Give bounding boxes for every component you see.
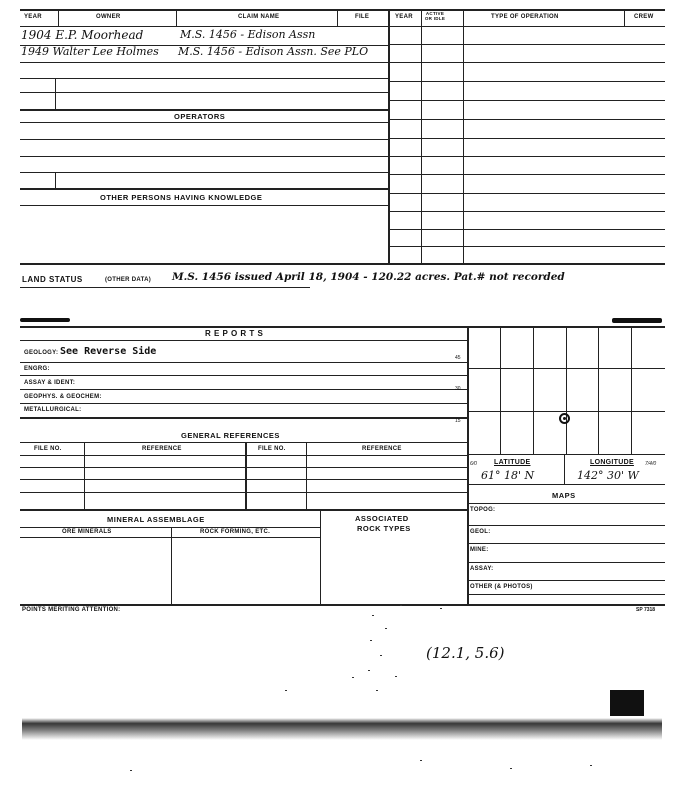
tick-30: 30 bbox=[455, 386, 461, 392]
geology-value: See Reverse Side bbox=[60, 346, 157, 357]
reports-title: R E P O R T S bbox=[205, 329, 264, 338]
longitude-value: 142° 30' W bbox=[577, 469, 639, 482]
metallurgical-label: METALLURGICAL: bbox=[24, 407, 82, 413]
form-number: SP 7318 bbox=[636, 607, 656, 613]
maps-other: OTHER (& PHOTOS) bbox=[470, 584, 533, 590]
row2-claim: M.S. 1456 - Edison Assn. See PLO bbox=[178, 45, 369, 58]
header-year: YEAR bbox=[24, 14, 42, 20]
mineral-assemblage-title: MINERAL ASSEMBLAGE bbox=[107, 515, 205, 524]
tick-15: 15 bbox=[455, 418, 461, 424]
longitude-label: LONGITUDE bbox=[590, 459, 634, 466]
row1-year-owner: 1904 E.P. Moorhead bbox=[21, 28, 144, 42]
black-block bbox=[610, 690, 644, 716]
points-meriting-attention: POINTS MERITING ATTENTION: bbox=[22, 607, 121, 613]
rock-types-label: ROCK TYPES bbox=[357, 524, 411, 533]
location-marker-icon bbox=[559, 413, 570, 424]
latitude-label: LATITUDE bbox=[494, 459, 531, 466]
gr-reference-2: REFERENCE bbox=[362, 446, 402, 452]
ore-minerals-label: ORE MINERALS bbox=[62, 529, 112, 535]
maps-mine: MINE: bbox=[470, 547, 489, 553]
associated-label: ASSOCIATED bbox=[355, 514, 409, 523]
row2-year-owner: 1949 Walter Lee Holmes bbox=[21, 45, 159, 58]
header-file: FILE bbox=[355, 14, 370, 20]
bottom-smudge bbox=[22, 718, 662, 740]
gr-file-no: FILE NO. bbox=[34, 446, 62, 452]
header-claim-name: CLAIM NAME bbox=[238, 14, 280, 20]
assay-label: ASSAY & IDENT: bbox=[24, 380, 76, 386]
latitude-value: 61° 18' N bbox=[481, 469, 535, 482]
other-persons-heading: OTHER PERSONS HAVING KNOWLEDGE bbox=[100, 193, 263, 202]
gr-file-no-2: FILE NO. bbox=[258, 446, 286, 452]
maps-topog: TOPOG: bbox=[470, 507, 496, 513]
maps-assay: ASSAY: bbox=[470, 566, 494, 572]
handwritten-coordinates: (12.1, 5.6) bbox=[426, 644, 505, 662]
header-type-of-operation: TYPE OF OPERATION bbox=[491, 14, 559, 20]
engrg-label: ENGRG: bbox=[24, 366, 50, 372]
general-references-title: GENERAL REFERENCES bbox=[181, 431, 280, 440]
tick-45: 45 bbox=[455, 355, 461, 361]
header-year-2: YEAR bbox=[395, 14, 413, 20]
operators-heading: OPERATORS bbox=[174, 112, 226, 121]
maps-geol: GEOL: bbox=[470, 529, 491, 535]
geology-label: GEOLOGY: bbox=[24, 350, 59, 356]
land-status-value: M.S. 1456 issued April 18, 1904 - 120.22 acres. Pat.# not recorded bbox=[172, 271, 565, 283]
rock-forming-label: ROCK FORMING, ETC. bbox=[200, 529, 271, 535]
row1-claim: M.S. 1456 - Edison Assn bbox=[180, 28, 316, 41]
land-status-label: LAND STATUS bbox=[22, 275, 83, 284]
header-crew: CREW bbox=[634, 14, 654, 20]
header-owner: OWNER bbox=[96, 14, 121, 20]
latitude-note: 6/0 bbox=[470, 461, 477, 467]
maps-title: MAPS bbox=[552, 491, 576, 500]
land-status-sublabel: (OTHER DATA) bbox=[105, 277, 152, 283]
longitude-note: 7/4/0 bbox=[645, 461, 657, 467]
geophys-label: GEOPHYS. & GEOCHEM: bbox=[24, 394, 102, 400]
gr-reference: REFERENCE bbox=[142, 446, 182, 452]
header-active-or-idle: ACTIVE OR IDLE bbox=[424, 11, 446, 21]
